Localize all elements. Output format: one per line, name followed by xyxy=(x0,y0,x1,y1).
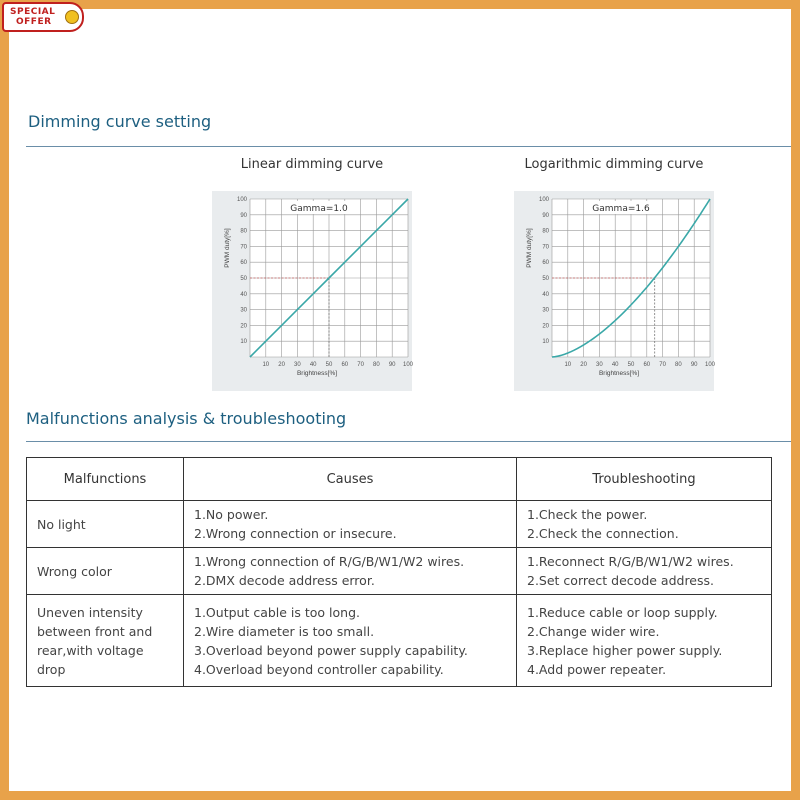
cell-line: 1.Reduce cable or loop supply. xyxy=(527,604,718,620)
malfunction-cell xyxy=(27,501,184,548)
cell-line: 2.Wire diameter is too small. xyxy=(194,623,375,639)
troubleshooting-table xyxy=(26,457,772,687)
troubleshooting-cell xyxy=(517,595,772,687)
cell-line: 2.Check the connection. xyxy=(527,526,679,541)
cell-line: rear,with voltage drop xyxy=(37,642,144,677)
y-tick-label: 100 xyxy=(538,197,549,203)
y-tick-label: 70 xyxy=(240,244,247,251)
x-axis-label: Brightness[%] xyxy=(598,370,640,377)
cell-line: between front and xyxy=(37,623,153,639)
cell-line: 1.No power. xyxy=(194,507,269,522)
x-tick-label: 50 xyxy=(627,362,635,368)
x-tick-label: 20 xyxy=(580,362,587,368)
x-tick-label: 30 xyxy=(294,362,301,368)
troubleshooting-cell xyxy=(517,501,772,548)
cell-line: 2.Set correct decode address. xyxy=(527,573,714,588)
linear-dimming-chart xyxy=(212,157,412,383)
cell-line: 2.Wrong connection or insecure. xyxy=(194,526,397,541)
badge-line-2: OFFER xyxy=(16,17,52,27)
section-divider-malfunctions xyxy=(26,441,791,442)
cell-line: 4.Add power repeater. xyxy=(527,661,667,677)
y-tick-label: 70 xyxy=(542,244,549,251)
causes-cell xyxy=(184,595,517,687)
x-tick-label: 60 xyxy=(341,362,349,368)
y-tick-label: 50 xyxy=(542,276,549,282)
y-tick-label: 80 xyxy=(542,228,549,235)
causes-cell xyxy=(184,548,517,595)
cell-line: Wrong color xyxy=(37,563,112,579)
x-tick-label: 90 xyxy=(690,362,698,368)
chart-title: Logarithmic dimming curve xyxy=(524,157,704,172)
table-row xyxy=(27,501,772,548)
header-troubleshooting: Troubleshooting xyxy=(517,458,772,501)
y-tick-label: 90 xyxy=(542,212,549,219)
cell-line: 1.Reconnect R/G/B/W1/W2 wires. xyxy=(527,554,734,569)
coin-icon xyxy=(65,10,79,24)
table-header-row xyxy=(27,458,772,501)
cell-line: 1.Wrong connection of R/G/B/W1/W2 wires. xyxy=(194,554,465,569)
x-tick-label: 90 xyxy=(388,362,396,368)
y-tick-label: 20 xyxy=(240,323,247,330)
header-causes: Causes xyxy=(184,458,517,501)
chart-svg xyxy=(212,179,412,383)
x-tick-label: 30 xyxy=(596,362,603,368)
cell-line: 2.DMX decode address error. xyxy=(194,573,375,588)
y-tick-label: 60 xyxy=(542,260,549,267)
cell-line: 3.Overload beyond power supply capability. xyxy=(194,642,468,658)
y-tick-label: 80 xyxy=(240,228,247,235)
y-tick-label: 30 xyxy=(542,307,549,314)
cell-line: 3.Replace higher power supply. xyxy=(527,642,723,658)
cell-line: 1.Check the power. xyxy=(527,507,648,522)
section-divider-dimming xyxy=(26,146,791,147)
special-offer-badge xyxy=(2,2,84,32)
y-tick-label: 90 xyxy=(240,212,247,219)
x-tick-label: 80 xyxy=(675,362,682,368)
section-title-dimming: Dimming curve setting xyxy=(28,112,212,131)
troubleshooting-cell xyxy=(517,548,772,595)
y-tick-label: 30 xyxy=(240,307,247,314)
x-axis-label: Brightness[%] xyxy=(296,370,338,377)
x-tick-label: 70 xyxy=(357,362,364,368)
y-tick-label: 40 xyxy=(542,291,549,298)
logarithmic-dimming-chart xyxy=(514,157,714,383)
y-tick-label: 20 xyxy=(542,323,549,330)
y-axis-label: PWM duty[%] xyxy=(224,228,231,268)
page xyxy=(9,9,791,791)
gamma-label: Gamma=1.0 xyxy=(290,204,348,214)
cell-line: 1.Output cable is too long. xyxy=(194,604,361,620)
x-tick-label: 60 xyxy=(643,362,651,368)
x-tick-label: 10 xyxy=(262,362,270,368)
y-tick-label: 10 xyxy=(542,339,549,346)
y-axis-label: PWM duty[%] xyxy=(526,228,533,268)
x-tick-label: 40 xyxy=(309,362,317,368)
x-tick-label: 70 xyxy=(659,362,666,368)
x-tick-label: 100 xyxy=(402,362,414,368)
table-row xyxy=(27,548,772,595)
header-malfunctions: Malfunctions xyxy=(27,458,184,501)
section-title-malfunctions: Malfunctions analysis & troubleshooting xyxy=(26,409,347,428)
chart-svg xyxy=(514,179,714,383)
chart-title: Linear dimming curve xyxy=(240,157,384,172)
y-tick-label: 40 xyxy=(240,291,247,298)
y-tick-label: 60 xyxy=(240,260,247,267)
x-tick-label: 80 xyxy=(373,362,380,368)
y-tick-label: 10 xyxy=(240,339,247,346)
cell-line: 4.Overload beyond controller capability. xyxy=(194,661,444,677)
badge-line-1: SPECIAL xyxy=(10,7,56,17)
cell-line: 2.Change wider wire. xyxy=(527,623,660,639)
x-tick-label: 10 xyxy=(564,362,572,368)
causes-cell xyxy=(184,501,517,548)
malfunction-cell xyxy=(27,595,184,687)
malfunction-cell xyxy=(27,548,184,595)
x-tick-label: 40 xyxy=(611,362,619,368)
y-tick-label: 50 xyxy=(240,276,247,282)
gamma-label: Gamma=1.6 xyxy=(592,204,650,214)
cell-line: No light xyxy=(37,516,86,532)
y-tick-label: 100 xyxy=(236,197,247,203)
x-tick-label: 100 xyxy=(704,362,716,368)
table-row xyxy=(27,595,772,687)
x-tick-label: 20 xyxy=(278,362,285,368)
x-tick-label: 50 xyxy=(325,362,333,368)
cell-line: Uneven intensity xyxy=(37,604,143,620)
